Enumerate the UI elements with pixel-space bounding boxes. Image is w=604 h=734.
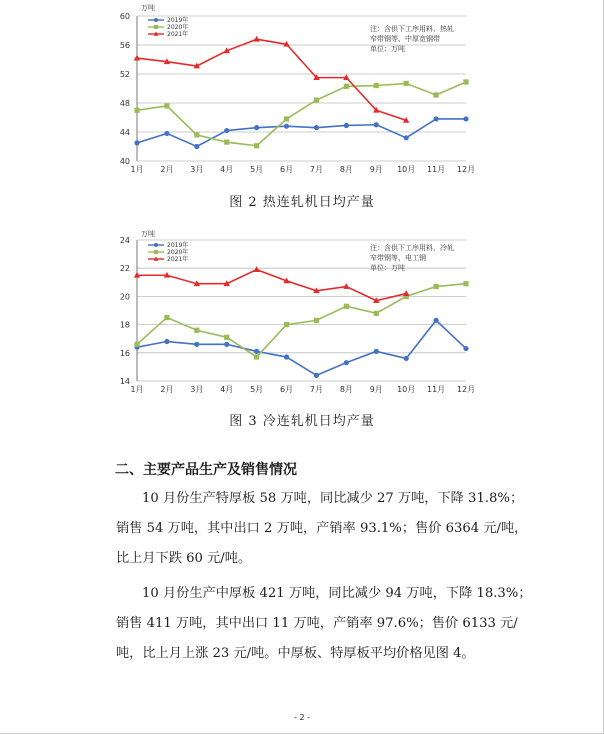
data-point — [254, 354, 259, 359]
x-tick-label: 3月 — [190, 165, 204, 174]
paragraph-medium-plate — [116, 579, 532, 669]
x-tick-label: 10月 — [397, 385, 416, 394]
x-tick-label: 11月 — [426, 165, 446, 174]
x-tick-label: 4月 — [220, 385, 234, 394]
hot-rolling-chart — [0, 0, 604, 185]
cold-rolling-chart-svg — [0, 228, 604, 408]
x-tick-label: 7月 — [309, 385, 324, 394]
x-tick-label: 8月 — [339, 385, 353, 394]
paragraph-line: 10 月份生产中厚板 421 万吨，同比减少 94 万吨，下降 18.3%； — [142, 586, 532, 601]
data-point — [134, 108, 139, 113]
x-tick-label: 7月 — [309, 165, 324, 174]
x-tick-label: 6月 — [279, 165, 294, 174]
data-point — [314, 125, 319, 130]
x-tick-label: 9月 — [369, 385, 383, 394]
y-tick-label: 48 — [119, 99, 130, 108]
data-point — [164, 339, 169, 344]
figure-2-caption: 图 2 热连轧机日均产量 — [229, 195, 375, 210]
data-point — [254, 349, 259, 354]
data-point — [433, 318, 438, 323]
chart-note: 注：含供下工序用料、冷轧 — [370, 244, 454, 252]
x-tick-label: 2月 — [160, 385, 174, 394]
y-tick-label: 44 — [119, 128, 130, 137]
data-point — [374, 122, 379, 127]
x-tick-label: 1月 — [130, 385, 144, 394]
chart-note: 窄带钢等、中厚宽钢带 — [370, 35, 440, 43]
x-tick-label: 6月 — [279, 385, 294, 394]
x-tick-label: 10月 — [397, 165, 416, 174]
x-tick-label: 11月 — [426, 385, 446, 394]
data-point — [404, 356, 409, 361]
y-tick-label: 40 — [119, 157, 130, 166]
legend-marker — [154, 250, 158, 254]
data-point — [254, 125, 259, 130]
x-tick-label: 5月 — [250, 385, 264, 394]
data-point — [284, 124, 289, 129]
data-point — [164, 315, 169, 320]
x-tick-label: 2月 — [160, 165, 174, 174]
data-point — [374, 83, 379, 88]
figure-3-caption: 图 3 冷连轧机日均产量 — [229, 414, 375, 429]
data-point — [224, 335, 229, 340]
data-point — [194, 144, 199, 149]
data-point — [433, 116, 438, 121]
x-tick-label: 5月 — [250, 165, 264, 174]
data-point — [404, 81, 409, 86]
data-point — [344, 360, 349, 365]
y-tick-label: 18 — [119, 320, 130, 330]
data-point — [314, 318, 319, 323]
chart-note: 注：含供下工序用料、热轧 — [370, 25, 454, 33]
data-point — [403, 290, 409, 296]
y-tick-label: 20 — [119, 292, 130, 302]
data-point — [164, 131, 169, 136]
data-point — [374, 311, 379, 316]
data-point — [463, 116, 468, 121]
series-line — [137, 320, 466, 375]
paragraph-line: 比上月下跌 60 元/吨。 — [116, 551, 252, 566]
unit-label: 万吨 — [141, 4, 155, 12]
hot-rolling-chart-svg — [0, 0, 604, 185]
data-point — [194, 342, 199, 347]
legend-label: 2020年 — [167, 24, 189, 31]
chart-note: 单位：万吨 — [370, 264, 405, 272]
data-point — [343, 283, 349, 289]
data-point — [164, 103, 169, 108]
legend-marker — [154, 25, 158, 29]
paragraph-line: 销售 411 万吨，其中出口 11 万吨，产销率 97.6%；售价 6133 元/ — [116, 616, 518, 631]
data-point — [463, 281, 468, 286]
legend-label: 2020年 — [167, 249, 189, 256]
data-point — [463, 346, 468, 351]
series-line — [137, 39, 406, 120]
data-point — [433, 92, 438, 97]
y-tick-label: 24 — [119, 236, 130, 245]
chart-note: 单位：万吨 — [370, 45, 405, 53]
data-point — [344, 84, 349, 89]
data-point — [314, 373, 319, 378]
legend-label: 2021年 — [167, 256, 189, 263]
paragraph-heavy-plate — [116, 484, 528, 574]
x-tick-label: 12月 — [456, 165, 476, 174]
data-point — [314, 98, 319, 103]
x-tick-label: 4月 — [220, 165, 234, 174]
data-point — [134, 342, 139, 347]
cold-rolling-chart — [0, 228, 604, 408]
page-number: - 2 - — [294, 713, 310, 722]
data-point — [284, 116, 289, 121]
legend-label: 2019年 — [167, 17, 189, 24]
chart-note: 窄带钢等、电工钢 — [370, 254, 426, 262]
series-line — [137, 119, 466, 147]
x-tick-label: 8月 — [339, 165, 353, 174]
series-line — [137, 270, 406, 301]
section-title: 二、主要产品生产及销售情况 — [115, 462, 297, 478]
data-point — [253, 266, 259, 272]
y-tick-label: 56 — [119, 41, 130, 50]
x-tick-label: 3月 — [190, 385, 204, 394]
data-point — [344, 304, 349, 309]
legend-label: 2019年 — [167, 242, 189, 249]
legend-marker — [154, 18, 158, 22]
data-point — [284, 322, 289, 327]
y-tick-label: 22 — [119, 264, 130, 274]
y-tick-label: 60 — [119, 12, 130, 21]
data-point — [284, 354, 289, 359]
y-tick-label: 16 — [119, 348, 130, 358]
legend-marker — [154, 243, 158, 247]
data-point — [224, 128, 229, 133]
data-point — [433, 284, 438, 289]
paragraph-line: 销售 54 万吨，其中出口 2 万吨，产销率 93.1%；售价 6364 元/吨， — [116, 521, 528, 536]
y-tick-label: 14 — [119, 377, 130, 386]
series-line — [137, 82, 466, 146]
legend-label: 2021年 — [167, 31, 189, 38]
paragraph-line: 10 月份生产特厚板 58 万吨，同比减少 27 万吨，下降 31.8%； — [142, 491, 524, 506]
data-point — [134, 140, 139, 145]
data-point — [254, 143, 259, 148]
data-point — [253, 36, 259, 42]
paragraph-line: 吨，比上月上涨 23 元/吨。中厚板、特厚板平均价格见图 4。 — [116, 646, 475, 661]
data-point — [404, 135, 409, 140]
data-point — [344, 123, 349, 128]
unit-label: 万吨 — [141, 230, 155, 238]
x-tick-label: 9月 — [369, 165, 383, 174]
data-point — [463, 79, 468, 84]
data-point — [194, 132, 199, 137]
data-point — [194, 328, 199, 333]
data-point — [224, 140, 229, 145]
y-tick-label: 52 — [119, 70, 130, 79]
x-tick-label: 1月 — [130, 165, 144, 174]
data-point — [224, 342, 229, 347]
x-tick-label: 12月 — [456, 385, 476, 394]
data-point — [374, 349, 379, 354]
